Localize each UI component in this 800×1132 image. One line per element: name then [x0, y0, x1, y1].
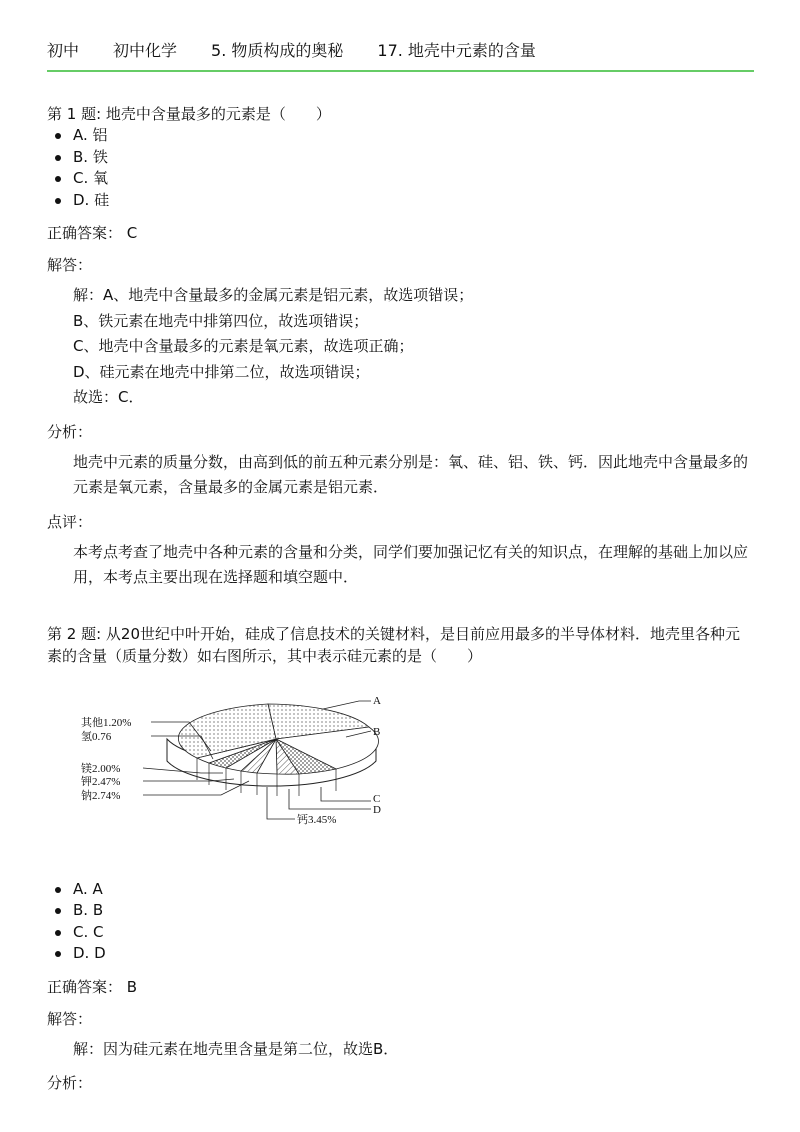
label-magnesium: 镁2.00% — [81, 762, 121, 775]
question-1 — [47, 103, 754, 591]
option-c: C. 氧 — [73, 168, 754, 190]
analysis-label: 分析： — [47, 422, 93, 441]
option-a: A. 铝 — [73, 125, 754, 147]
solution-label: 解答： — [47, 256, 93, 274]
answer-value: B — [126, 977, 138, 996]
analysis-text: 地壳中元素的质量分数，由高到低的前五种元素分别是：氧、硅、铝、铁、钙．因此地壳中含量最多的元素是氧元素，含量最多的金属元素是铝元素． — [73, 452, 749, 496]
breadcrumb-unit[interactable]: 5. 物质构成的奥秘 — [211, 41, 344, 60]
answer-label: 正确答案： — [47, 224, 123, 242]
question-2-title: 第 2 题: 从20世纪中叶开始，硅成了信息技术的关键材料，是目前应用最多的半导体材料．地壳里各种元素的含量（质量分数）如右图所示，其中表示硅元素的是（ ） — [47, 624, 740, 665]
label-other: 其他1.20% — [81, 716, 132, 729]
label-calcium: 钙3.45% — [297, 813, 337, 826]
label-a: A — [373, 694, 381, 707]
solution-line: B、铁元素在地壳中排第四位，故选项错误； — [73, 311, 369, 330]
option-c: C. C — [73, 922, 754, 944]
answer-label: 正确答案： — [47, 977, 123, 996]
question-1-comment — [47, 540, 754, 591]
option-d: D. D — [73, 943, 754, 965]
question-list — [47, 103, 754, 1094]
solution-line: D、硅元素在地壳中排第二位，故选项错误； — [73, 362, 370, 381]
label-b: B — [373, 725, 381, 738]
answer-value: C — [126, 224, 138, 242]
question-2 — [47, 623, 754, 1095]
solution-line: 解：A、地壳中含量最多的金属元素是铝元素，故选项错误； — [73, 286, 474, 304]
label-sodium: 钠2.74% — [81, 789, 121, 802]
label-d: D — [373, 803, 381, 816]
solution-line: C、地壳中含量最多的元素是氧元素，故选项正确； — [73, 337, 414, 355]
comment-text: 本考点考查了地壳中各种元素的含量和分类，同学们要加强记忆有关的知识点，在理解的基础上加以应用，本考点主要出现在选择题和填空题中． — [73, 542, 749, 586]
option-b: B. 铁 — [73, 147, 754, 169]
question-1-answer — [47, 222, 754, 244]
crust-element-pie-figure — [47, 689, 754, 879]
question-2-answer — [47, 976, 754, 998]
solution-label: 解答： — [47, 1009, 93, 1028]
option-b: B. B — [73, 900, 754, 922]
question-1-options — [47, 125, 754, 211]
comment-label: 点评： — [47, 512, 93, 531]
breadcrumb-level[interactable]: 初中 — [47, 41, 80, 60]
analysis-label: 分析： — [47, 1074, 93, 1092]
label-c: C — [373, 792, 381, 805]
breadcrumb — [47, 40, 754, 62]
solution-line: 故选：C． — [73, 388, 144, 406]
question-2-options — [47, 879, 754, 965]
question-1-title: 第 1 题: 地壳中含量最多的元素是（ ） — [47, 105, 331, 123]
solution-line: 解：因为硅元素在地壳里含量是第二位，故选B． — [73, 1039, 399, 1058]
question-2-solution — [47, 1037, 754, 1063]
question-1-solution — [47, 283, 754, 411]
pie-chart-3d — [81, 689, 401, 834]
option-a: A. A — [73, 879, 754, 901]
option-d: D. 硅 — [73, 190, 754, 212]
label-hydrogen: 氢0.76 — [81, 730, 112, 743]
breadcrumb-topic[interactable]: 17. 地壳中元素的含量 — [377, 41, 536, 60]
header-divider — [47, 70, 754, 72]
breadcrumb-subject[interactable]: 初中化学 — [113, 41, 178, 60]
question-1-analysis — [47, 450, 754, 501]
label-potassium: 钾2.47% — [81, 775, 121, 788]
